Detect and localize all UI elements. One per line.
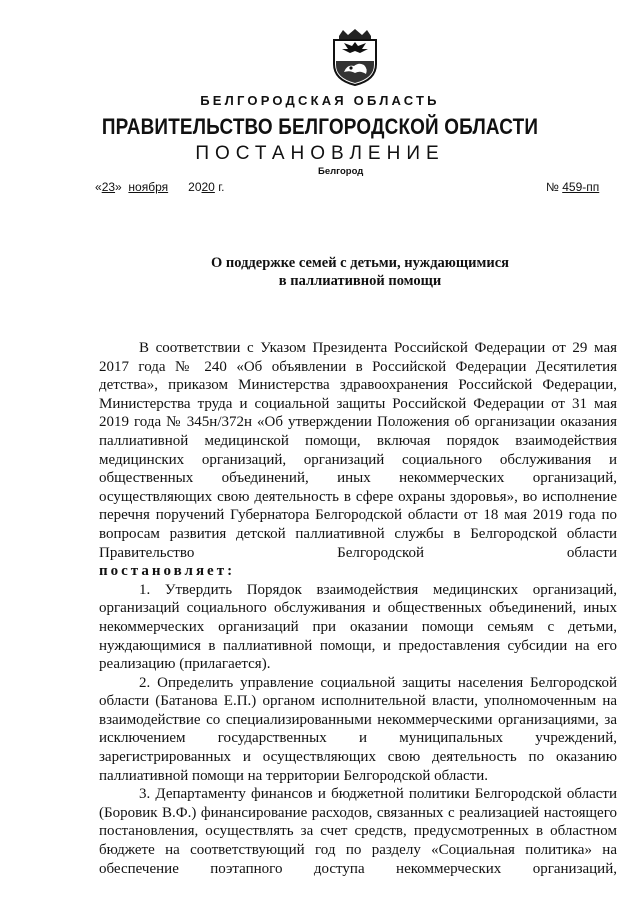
date-day: 23 (101, 180, 116, 194)
date-month: ноября (128, 180, 169, 194)
preamble-paragraph: В соответствии с Указом Президента Российской Федерации от 29 мая 2017 года № 240 «Об объявлении в Российской Федерации Десятилетия детства», приказом Министерства здравоохранения Российской Федерации, Министерства труда и социальной защиты Российской Федерации от 31 мая 2019 года № 345н/372н «Об утверждении Положения об организации оказания паллиативной медицинской помощи, включая порядок взаимодействия медицинских организаций, организаций социального обслуживания и общественных объединений, иных некоммерческих организаций, осуществляющих свою деятельность в сфере охраны здоровья», во исполнение перечня поручений Губернатора Белгородской области от 18 мая 2019 года по вопросам развития детской паллиативной службы в Белгородской области Правительство Белгородской области (99, 340, 617, 561)
date-year-prefix: 20 (188, 180, 202, 194)
decree-body (99, 339, 617, 878)
document-type: ПОСТАНОВЛЕНИЕ (195, 143, 445, 164)
resolves-word: постановляет: (99, 563, 236, 580)
item-3-paragraph: 3. Департаменту финансов и бюджетной политики Белгородской области (Боровик В.Ф.) финансирование расходов, связанных с реализацией настоящего постановления, осуществлять за счет средств, предусмотренных в областном бюджете на соответствующий год по разделу «Социальная политика» на обеспечение поэтапного доступа некоммерческих организаций, (99, 786, 617, 877)
item-1-paragraph: 1. Утвердить Порядок взаимодействия медицинских организаций, организаций социального обслуживания и общественных объединений, иных некоммерческих организаций при оказании помощи семьям с детьми, нуждающимися в паллиативной помощи, и предоставления субсидии на его реализацию (прилагается). (99, 581, 617, 673)
date-open-quote: « (95, 180, 102, 194)
date-close-quote: » (115, 180, 122, 194)
decree-number (546, 180, 599, 194)
decree-date (95, 180, 224, 194)
subject-line-2: в паллиативной помощи (278, 273, 442, 289)
number-sign: № (546, 180, 559, 194)
government-title: ПРАВИТЕЛЬСТВО БЕЛГОРОДСКОЙ ОБЛАСТИ (101, 114, 539, 139)
date-year-end: г. (218, 180, 225, 194)
date-year-suffix: 20 (201, 180, 215, 194)
coat-of-arms-icon (329, 28, 381, 86)
subject-line-1: О поддержке семей с детьми, нуждающимися (211, 255, 509, 271)
city-label: Белгород (318, 166, 364, 177)
number-value: 459-пп (562, 180, 600, 194)
decree-subject (160, 254, 560, 290)
item-2-paragraph: 2. Определить управление социальной защиты населения Белгородской области (Батанова Е.П.) органом исполнительной власти, уполномоченным на взаимодействие со специализированными некоммерческими организациями, за исключением государственных и муниципальных учреждений, зарегистрированных и осуществляющих свою деятельность по оказанию паллиативной помощи на территории Белгородской области. (99, 674, 617, 784)
region-title: БЕЛГОРОДСКАЯ ОБЛАСТЬ (200, 93, 440, 108)
